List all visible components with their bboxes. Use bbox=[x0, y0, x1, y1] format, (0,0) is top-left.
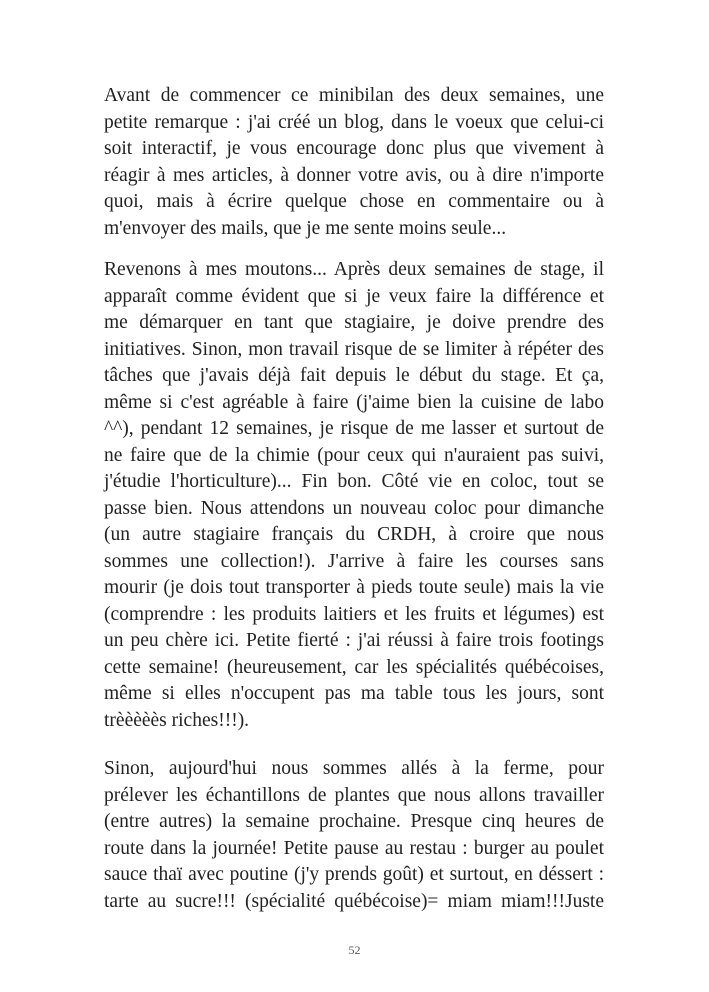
text-line: ne faire que de la chimie (pour ceux qui n'auraient pas suivi, bbox=[104, 444, 604, 466]
text-line: prélever les échantillons de plantes que nous allons travailler bbox=[104, 784, 604, 806]
paragraph-stage-update bbox=[104, 257, 604, 734]
text-line: tarte au sucre!!! (spécialité québécoise)= miam miam!!!Juste bbox=[104, 890, 604, 912]
text-line: ^^), pendant 12 semaines, je risque de me lasser et surtout de bbox=[104, 418, 604, 439]
text-line: Sinon, aujourd'hui nous sommes allés à la ferme, pour bbox=[104, 758, 604, 779]
text-line: passe bien. Nous attendons un nouveau coloc pour dimanche bbox=[104, 497, 604, 519]
text-line: Avant de commencer ce minibilan des deux semaines, une bbox=[104, 85, 604, 106]
text-line: Revenons à mes moutons... Après deux semaines de stage, il bbox=[104, 259, 604, 280]
text-line: (entre autres) la semaine prochaine. Presque cinq heures de bbox=[104, 811, 604, 832]
page-number: 52 bbox=[348, 943, 361, 957]
text-line: (un autre stagiaire français du CRDH, à croire que nous bbox=[104, 524, 604, 545]
text-line: même si c'est agréable à faire (j'aime bien la cuisine de labo bbox=[104, 391, 604, 413]
text-line: sommes une collection!). J'arrive à faire les courses sans bbox=[104, 550, 604, 572]
text-line: quoi, mais à écrire quelque chose en commentaire ou à bbox=[104, 191, 604, 212]
text-line: même si elles n'occupent pas ma table tous les jours, sont bbox=[104, 683, 604, 704]
text-line: réagir à mes articles, à donner votre avis, ou à dire n'importe bbox=[104, 164, 604, 186]
text-line: petite remarque : j'ai créé un blog, dans le voeux que celui-ci bbox=[104, 111, 604, 133]
text-line: me démarquer en tant que stagiaire, je doive prendre des bbox=[104, 312, 604, 333]
text-line: cette semaine! (heureusement, car les spécialités québécoises, bbox=[104, 656, 604, 678]
text-line: (comprendre : les produits laitiers et les fruits et légumes) est bbox=[104, 603, 604, 625]
text-line: soit interactif, je vous encourage donc plus que vivement à bbox=[104, 138, 604, 159]
text-line: sauce thaï avec poutine (j'y prends goût) et surtout, en déssert : bbox=[104, 864, 604, 885]
text-line: m'envoyer des mails, que je me sente moins seule... bbox=[104, 217, 507, 239]
text-line: trèèèèès riches!!!). bbox=[104, 709, 250, 731]
text-line: j'étudie l'horticulture)... Fin bon. Côté vie en coloc, tout se bbox=[104, 471, 604, 492]
text-line: un peu chère ici. Petite fierté : j'ai réussi à faire trois footings bbox=[104, 630, 604, 651]
paragraph-farm-visit bbox=[104, 756, 604, 915]
text-line: tâches que j'avais déjà fait depuis le début du stage. Et ça, bbox=[104, 365, 604, 386]
text-line: apparaît comme évident que si je veux faire la différence et bbox=[104, 285, 604, 307]
paragraph-intro bbox=[104, 83, 604, 242]
text-line: initiatives. Sinon, mon travail risque de se limiter à répéter des bbox=[104, 338, 604, 360]
text-line: route dans la journée! Petite pause au restau : burger au poulet bbox=[104, 837, 604, 859]
text-line: mourir (je dois tout transporter à pieds toute seule) mais la vie bbox=[104, 577, 604, 598]
